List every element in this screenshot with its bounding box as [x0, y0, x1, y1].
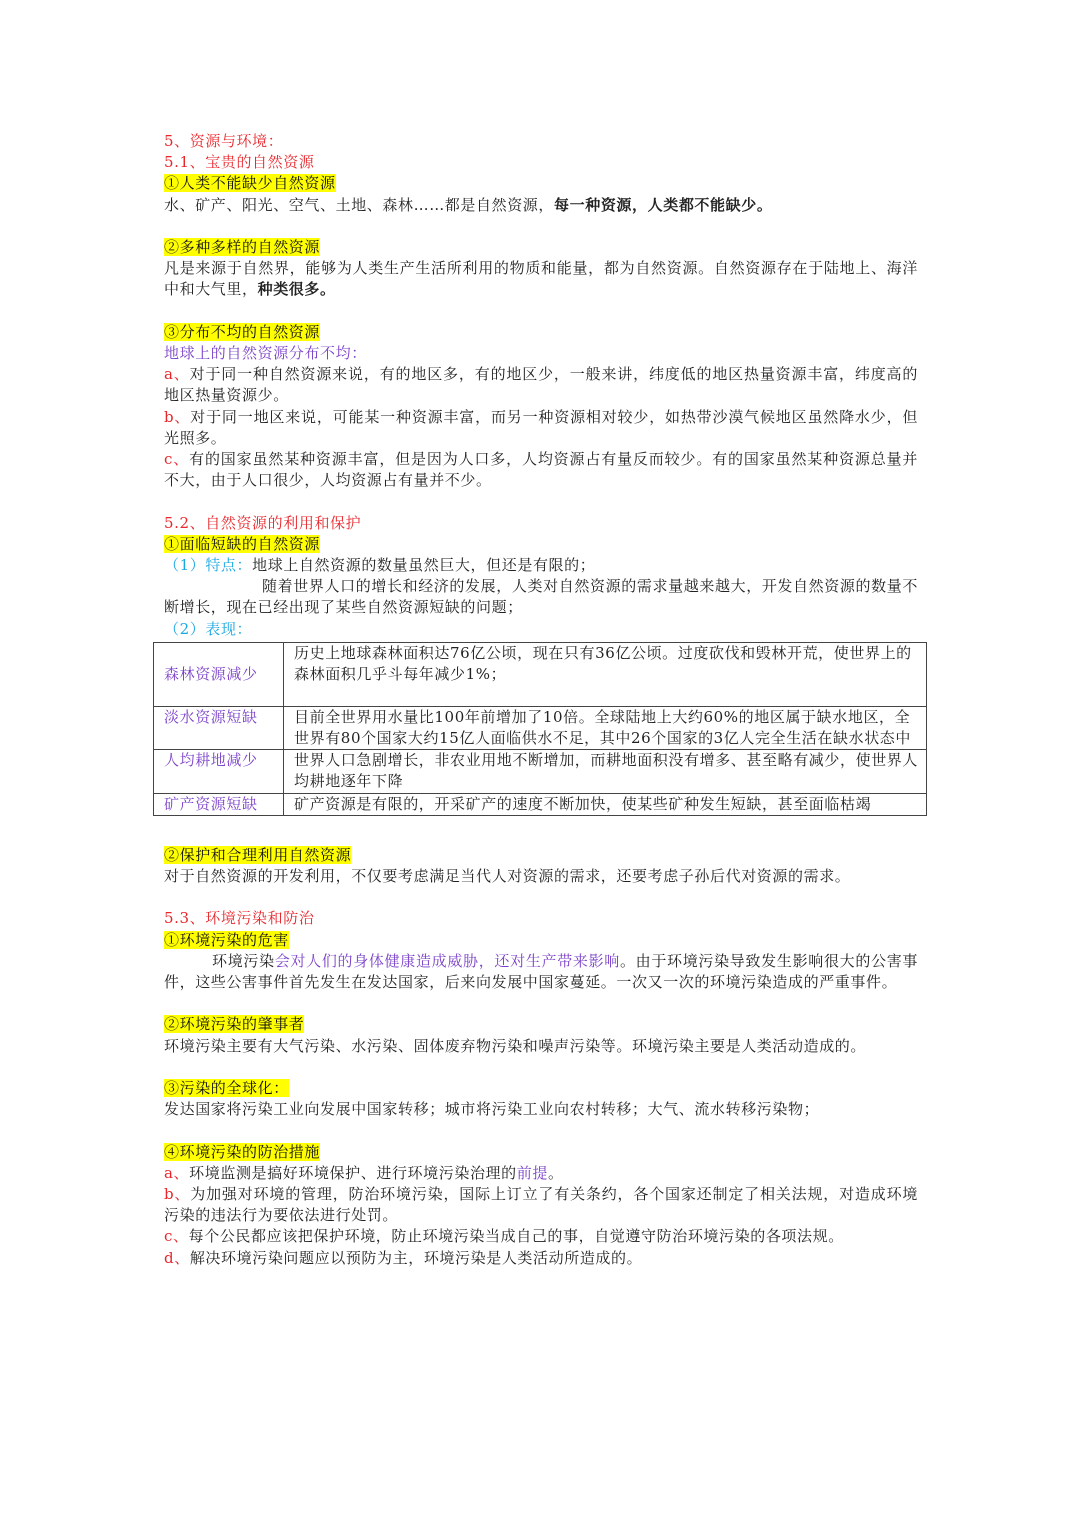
list-item — [164, 449, 918, 491]
text: 凡是来源于自然界，能够为人类生产生活所利用的物质和能量，都为自然资源。自然资源存在于陆地上、海洋中和大气里， — [164, 259, 918, 299]
row-header: 矿产资源短缺 — [154, 793, 284, 815]
subheading: ①面临短缺的自然资源 — [164, 534, 321, 553]
paragraph: 随着世界人口的增长和经济的发展，人类对自然资源的需求量越来越大，开发自然资源的数量不断增长，现在已经出现了某些自然资源短缺的问题； — [164, 577, 918, 617]
table-row — [154, 642, 927, 706]
subheading: ③污染的全球化： — [164, 1079, 289, 1098]
subheading: ②环境污染的肇事者 — [164, 1015, 305, 1034]
emphasis-text: 前提 — [516, 1163, 548, 1182]
item-label: c、 — [164, 1227, 189, 1246]
item-label: b、 — [164, 407, 191, 426]
section-title-5-1: 5.1、宝贵的自然资源 — [164, 153, 315, 172]
item-label: c、 — [164, 450, 190, 469]
row-value: 目前全世界用水量比100年前增加了10倍。全球陆地上大约60%的地区属于缺水地区，全世界有80个国家大约15亿人面临供水不足，其中26个国家的3亿人完全生活在缺水状态中 — [284, 706, 927, 749]
item-label: a、 — [164, 1163, 190, 1182]
subheading: ①环境污染的危害 — [164, 930, 289, 949]
subheading: ③分布不均的自然资源 — [164, 322, 321, 341]
intro-text: 地球上的自然资源分布不均： — [164, 344, 367, 362]
item-text: 对于同一种自然资源来说，有的地区多，有的地区少，一般来讲，纬度低的地区热量资源丰富，纬度高的地区热量资源少。 — [164, 365, 918, 405]
row-header: 淡水资源短缺 — [154, 706, 284, 749]
item-text: 有的国家虽然某种资源丰富，但是因为人口多，人均资源占有量反而较少。有的国家虽然某种资源总量并不大，由于人口很少，人均资源占有量并不少。 — [164, 450, 918, 490]
paragraph: 环境污染主要有大气污染、水污染、固体废弃物污染和噪声污染等。环境污染主要是人类活动造成的。 — [164, 1036, 867, 1055]
paragraph — [164, 195, 918, 216]
section-title-5-2: 5.2、自然资源的利用和保护 — [164, 513, 362, 532]
list-item — [164, 407, 918, 449]
section-title-5-3: 5.3、环境污染和防治 — [164, 909, 315, 928]
shortage-table — [153, 642, 927, 816]
row-header: 森林资源减少 — [154, 642, 284, 706]
item-label: a、 — [164, 365, 190, 384]
subheading: ④环境污染的防治措施 — [164, 1142, 321, 1161]
manifestation-label: （2）表现： — [164, 619, 253, 638]
paragraph: 发达国家将污染工业向发展中国家转移；城市将污染工业向农村转移；大气、流水转移污染物； — [164, 1100, 820, 1119]
item-label: b、 — [164, 1185, 191, 1204]
bold-text: 种类很多。 — [257, 280, 336, 299]
row-value: 矿产资源是有限的，开采矿产的速度不断加快，使某些矿种发生短缺，甚至面临枯竭 — [284, 793, 927, 815]
row-value: 世界人口急剧增长，非农业用地不断增加，而耕地面积没有增多、甚至略有减少，使世界人均耕地逐年下降 — [284, 750, 927, 793]
list-item — [164, 1226, 918, 1247]
subheading: ①人类不能缺少自然资源 — [164, 174, 336, 193]
subheading: ②多种多样的自然资源 — [164, 238, 321, 256]
table-row — [154, 793, 927, 815]
subheading: ②保护和合理利用自然资源 — [164, 845, 352, 864]
bold-text: 每一种资源，人类都不能缺少。 — [554, 195, 773, 214]
item-text: 解决环境污染问题应以预防为主，环境污染是人类活动所造成的。 — [189, 1248, 643, 1267]
list-item — [164, 364, 918, 406]
list-item — [164, 1248, 918, 1269]
row-value: 历史上地球森林面积达76亿公顷，现在只有36亿公顷。过度砍伐和毁林开荒，使世界上的森林面积几乎斗每年减少1%； — [284, 642, 927, 706]
item-text: 环境监测是搞好环境保护、进行环境污染治理的 — [189, 1163, 517, 1182]
text: 地球上自然资源的数量虽然巨大，但还是有限的； — [252, 556, 596, 575]
item-label: d、 — [164, 1248, 190, 1267]
text: 。 — [547, 1163, 564, 1182]
text: 。由于环境污染导致发生影响很大的公害事件，这些公害事件首先发生在发达国家，后来向发展中国家蔓延。一次又一次的环境污染造成的严重事件。 — [164, 951, 919, 992]
item-text: 每个公民都应该把保护环境，防止环境污染当成自己的事，自觉遵守防治环境污染的各项法规。 — [188, 1227, 844, 1246]
paragraph: 对于自然资源的开发利用，不仅要考虑满足当代人对资源的需求，还要考虑子孙后代对资源的需求。 — [164, 867, 851, 886]
list-item — [164, 1163, 918, 1184]
item-text: 对于同一地区来说，可能某一种资源丰富，而另一种资源相对较少，如热带沙漠气候地区虽然降水少，但光照多。 — [164, 407, 918, 447]
emphasis-text: 会对人们的身体健康造成威胁，还对生产带来影响 — [274, 951, 620, 970]
table-row — [154, 750, 927, 793]
row-header: 人均耕地减少 — [154, 750, 284, 793]
chapter-title: 5、资源与环境： — [164, 132, 284, 150]
text: 水、矿产、阳光、空气、土地、森林……都是自然资源， — [164, 195, 555, 214]
feature-label: （1）特点： — [164, 556, 253, 575]
document-page — [164, 131, 918, 1269]
table-row — [154, 706, 927, 749]
text: 环境污染 — [212, 951, 275, 970]
list-item — [164, 1184, 918, 1226]
paragraph — [164, 258, 918, 300]
feature-line — [164, 555, 918, 576]
item-text: 为加强对环境的管理，防治环境污染，国际上订立了有关条约，各个国家还制定了相关法规，对造成环境污染的违法行为要依法进行处罚。 — [164, 1185, 918, 1225]
paragraph — [164, 951, 918, 993]
